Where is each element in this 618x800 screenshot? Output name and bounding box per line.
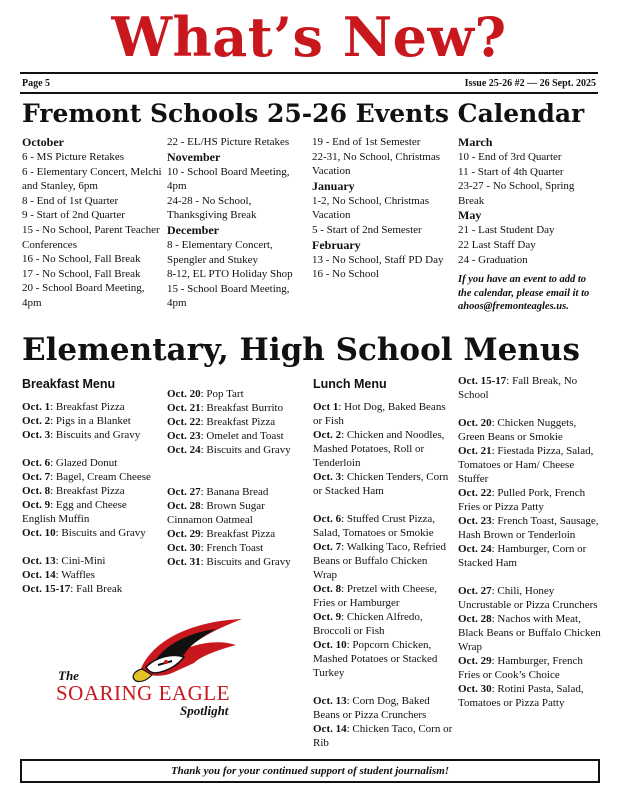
menu-date: Oct. 2 — [313, 429, 342, 441]
menu-meal: Pigs in a Blanket — [55, 415, 131, 427]
page-number: Page 5 — [22, 77, 51, 89]
menu-date: Oct. 24 — [458, 543, 492, 555]
menu-date: Oct. 29 — [167, 528, 201, 540]
menu-meal: Breakfast Pizza — [206, 528, 276, 540]
calendar-event: 10 - End of 3rd Quarter — [458, 151, 562, 163]
menu-meal: Nachos with Meat, Black Beans or Buffalo Chicken Wrap — [458, 613, 601, 653]
menu-item: Oct. 9: Egg and Cheese English Muffin — [22, 499, 127, 525]
calendar-event: 22 - EL/HS Picture Retakes — [167, 136, 290, 148]
logo-the: The — [58, 668, 79, 683]
logo-name: SOARING EAGLE — [56, 681, 230, 705]
menu-date: Oct. 2 — [22, 415, 51, 427]
menu-item: Oct. 2: Chicken and Noodles, Mashed Potatoes, Roll or Tenderloin — [313, 429, 445, 469]
menu-item: Oct. 23: French Toast, Sausage, Hash Brown or Tenderloin — [458, 515, 599, 541]
menu-date: Oct. 27 — [167, 486, 201, 498]
calendar-event: 16 - No School — [312, 268, 379, 281]
calendar-event: 6 - MS Picture Retakes — [22, 151, 125, 163]
menu-item: Oct. 27: Chili, Honey Uncrustable or Pizza Crunchers — [458, 585, 598, 611]
menu-meal: Biscuits and Gravy — [55, 429, 141, 441]
breakfast-menu-column-2 — [167, 387, 307, 569]
calendar-event: 24-28 - No School, Thanksgiving Break — [167, 194, 257, 222]
calendar-event: 21 - Last Student Day — [458, 224, 555, 237]
calendar-month-heading: October — [22, 135, 64, 149]
calendar-column-4 — [458, 135, 602, 314]
menu-item: Oct. 3: Biscuits and Gravy — [22, 429, 141, 441]
spacer — [22, 442, 162, 456]
menu-date: Oct. 23 — [458, 515, 492, 527]
calendar-month-heading: March — [458, 135, 493, 149]
menu-item: Oct. 15-17: Fall Break — [22, 583, 123, 595]
menu-date: Oct. 31 — [167, 556, 201, 568]
calendar-month-heading: November — [167, 149, 221, 164]
calendar-event: 8 - Elementary Concert, Spengler and Stukey — [167, 238, 273, 266]
issue-date: Issue 25-26 #2 — 26 Sept. 2025 — [464, 77, 596, 89]
spacer — [167, 457, 307, 471]
lunch-menu-column-2 — [458, 374, 602, 710]
menu-meal: Waffles — [61, 569, 95, 581]
spacer — [458, 402, 602, 416]
menu-meal: Chicken Tenders, Corn or Stacked Ham — [313, 471, 449, 497]
menu-date: Oct. 7 — [22, 471, 51, 483]
calendar-event: 22-31, No School, Christmas Vacation — [312, 150, 441, 178]
lunch-list-2 — [458, 374, 602, 710]
menu-meal: Walking Taco, Refried Beans or Buffalo Chicken Wrap — [313, 541, 446, 581]
menu-date: Oct. 14 — [313, 723, 347, 735]
menu-item: Oct. 13: Cini-Mini — [22, 555, 106, 567]
menu-meal: Corn Dog, Baked Beans or Pizza Crunchers — [313, 695, 430, 721]
lunch-list-1 — [313, 400, 453, 750]
menu-item: Oct. 8: Breakfast Pizza — [22, 485, 125, 497]
menu-item: Oct. 21: Fiestada Pizza, Salad, Tomatoes or Ham/ Cheese Stuffer — [458, 445, 594, 485]
menu-date: Oct. 21 — [458, 445, 492, 457]
logo-spotlight: Spotlight — [180, 703, 229, 718]
menu-date: Oct. 10 — [313, 639, 347, 651]
breakfast-list-2 — [167, 387, 307, 569]
soaring-eagle-logo — [22, 615, 282, 725]
menu-item: Oct. 15-17: Fall Break, No School — [458, 375, 578, 401]
calendar-event: 24 - Graduation — [458, 253, 528, 266]
footer-thank-you: Thank you for your continued support of student journalism! — [20, 759, 600, 783]
menu-date: Oct. 13 — [22, 555, 56, 567]
spacer — [167, 471, 307, 485]
menu-date: Oct. 13 — [313, 695, 347, 707]
menu-date: Oct. 21 — [167, 402, 201, 414]
menu-meal: Biscuits and Gravy — [206, 556, 291, 568]
calendar-event: 22 Last Staff Day — [458, 238, 536, 251]
menu-meal: Brown Sugar Cinnamon Oatmeal — [167, 500, 265, 526]
calendar-event: 13 - No School, Staff PD Day — [312, 253, 444, 266]
menu-item: Oct. 9: Chicken Alfredo, Broccoli or Fish — [313, 611, 423, 637]
calendar-event: 1-2, No School, Christmas Vacation — [312, 194, 430, 222]
menu-date: Oct 1 — [313, 401, 339, 413]
menu-item: Oct. 20: Chicken Nuggets, Green Beans or Smokie — [458, 417, 577, 443]
menu-date: Oct. 6 — [313, 513, 342, 525]
calendar-event: 23-27 - No School, Spring Break — [458, 180, 575, 207]
menu-date: Oct. 22 — [167, 416, 201, 428]
spacer — [22, 540, 162, 554]
menu-meal: Hot Dog, Baked Beans or Fish — [313, 401, 446, 427]
menu-meal: Chicken Alfredo, Broccoli or Fish — [313, 611, 423, 637]
menu-item: Oct. 3: Chicken Tenders, Corn or Stacked Ham — [313, 471, 449, 497]
spacer — [458, 570, 602, 584]
menu-meal: Chicken Taco, Corn or Rib — [313, 723, 453, 749]
menu-date: Oct. 24 — [167, 444, 201, 456]
menu-meal: French Toast, Sausage, Hash Brown or Tenderloin — [458, 515, 599, 541]
menu-meal: Bagel, Cream Cheese — [55, 471, 151, 483]
menu-date: Oct. 14 — [22, 569, 56, 581]
menu-meal: Pulled Pork, French Fries or Pizza Patty — [458, 487, 586, 513]
menu-meal: Hamburger, French Fries or Cook’s Choice — [458, 655, 583, 681]
calendar-event: 8-12, EL PTO Holiday Shop — [167, 268, 293, 281]
menu-item: Oct. 2: Pigs in a Blanket — [22, 415, 131, 427]
calendar-event: 5 - Start of 2nd Semester — [312, 223, 422, 236]
menu-item: Oct. 14: Chicken Taco, Corn or Rib — [313, 723, 453, 749]
calendar-month-heading: May — [458, 208, 482, 223]
calendar-column-3 — [312, 135, 452, 282]
menu-meal: Chili, Honey Uncrustable or Pizza Crunchers — [458, 585, 598, 611]
menu-item: Oct. 27: Banana Bread — [167, 486, 269, 498]
menu-meal: Stuffed Crust Pizza, Salad, Tomatoes or Smokie — [313, 513, 436, 539]
menu-item: Oct. 1: Breakfast Pizza — [22, 401, 125, 413]
menu-item: Oct. 30: French Toast — [167, 542, 264, 554]
menu-item: Oct. 23: Omelet and Toast — [167, 430, 284, 442]
calendar-event: 6 - Elementary Concert, Melchi and Stanley, 6pm — [22, 165, 162, 193]
menu-item: Oct. 29: Hamburger, French Fries or Cook’s Choice — [458, 655, 583, 681]
menu-meal: Banana Bread — [206, 486, 269, 498]
masthead-title: What’s New? — [111, 5, 507, 69]
menu-meal: Biscuits and Gravy — [206, 444, 291, 456]
calendar-column-2 — [167, 135, 307, 311]
menu-meal: Omelet and Toast — [206, 430, 284, 442]
menu-item: Oct. 28: Nachos with Meat, Black Beans or Buffalo Chicken Wrap — [458, 613, 601, 653]
menu-date: Oct. 15-17 — [22, 583, 71, 595]
spacer — [313, 680, 453, 694]
menu-meal: Glazed Donut — [55, 457, 118, 469]
calendar-column-4-list — [458, 135, 602, 267]
menu-item: Oct. 31: Biscuits and Gravy — [167, 556, 291, 568]
menu-meal: Pop Tart — [206, 388, 244, 400]
menu-item: Oct 1: Hot Dog, Baked Beans or Fish — [313, 401, 446, 427]
menu-meal: Hamburger, Corn or Stacked Ham — [458, 543, 587, 569]
menu-date: Oct. 7 — [313, 541, 342, 553]
menu-item: Oct. 22: Pulled Pork, French Fries or Pizza Patty — [458, 487, 586, 513]
calendar-event: 10 - School Board Meeting, 4pm — [167, 165, 290, 193]
calendar-heading: Fremont Schools 25-26 Events Calendar — [22, 99, 585, 128]
breakfast-menu-title: Breakfast Menu — [22, 377, 116, 391]
calendar-event: 8 - End of 1st Quarter — [22, 194, 119, 207]
menu-meal: Chicken Nuggets, Green Beans or Smokie — [458, 417, 577, 443]
calendar-event: 15 - School Board Meeting, 4pm — [167, 282, 290, 310]
menu-item: Oct. 28: Brown Sugar Cinnamon Oatmeal — [167, 500, 265, 526]
menu-date: Oct. 8 — [313, 583, 342, 595]
calendar-event: 16 - No School, Fall Break — [22, 253, 141, 266]
menu-date: Oct. 3 — [313, 471, 342, 483]
menu-item: Oct. 24: Biscuits and Gravy — [167, 444, 291, 456]
menu-meal: Breakfast Burrito — [206, 402, 284, 414]
menu-meal: Popcorn Chicken, Mashed Potatoes or Stacked Turkey — [313, 639, 438, 679]
calendar-event: 17 - No School, Fall Break — [22, 267, 141, 280]
menu-date: Oct. 22 — [458, 487, 492, 499]
menu-item: Oct. 20: Pop Tart — [167, 388, 244, 400]
menu-item: Oct. 6: Stuffed Crust Pizza, Salad, Tomatoes or Smokie — [313, 513, 436, 539]
menu-item: Oct. 14: Waffles — [22, 569, 95, 581]
menu-item: Oct. 10: Biscuits and Gravy — [22, 527, 146, 539]
menu-date: Oct. 23 — [167, 430, 201, 442]
calendar-event: 9 - Start of 2nd Quarter — [22, 209, 125, 222]
calendar-event: 11 - Start of 4th Quarter — [458, 165, 564, 178]
menu-date: Oct. 9 — [22, 499, 51, 511]
menu-item: Oct. 7: Walking Taco, Refried Beans or Buffalo Chicken Wrap — [313, 541, 446, 581]
calendar-event: 19 - End of 1st Semester — [312, 136, 421, 148]
menu-meal: Pretzel with Cheese, Fries or Hamburger — [313, 583, 438, 609]
lunch-menu-column-1 — [313, 376, 453, 750]
menu-date: Oct. 29 — [458, 655, 492, 667]
menu-date: Oct. 30 — [458, 683, 492, 695]
menu-meal: Breakfast Pizza — [55, 401, 125, 413]
menu-meal: Breakfast Pizza — [55, 485, 125, 497]
calendar-month-heading: December — [167, 222, 219, 237]
spacer — [313, 498, 453, 512]
breakfast-list-1 — [22, 400, 162, 596]
lunch-menu-title: Lunch Menu — [313, 377, 387, 391]
menu-date: Oct. 28 — [167, 500, 201, 512]
menu-meal: Egg and Cheese English Muffin — [22, 499, 127, 525]
calendar-month-heading: February — [312, 237, 361, 252]
calendar-event: 15 - No School, Parent Teacher Conferences — [22, 223, 160, 251]
menu-meal: Fiestada Pizza, Salad, Tomatoes or Ham/ Cheese Stuffer — [458, 445, 594, 485]
breakfast-menu-column-1 — [22, 376, 162, 596]
menu-meal: Chicken and Noodles, Mashed Potatoes, Roll or Tenderloin — [313, 429, 445, 469]
menu-meal: Rotini Pasta, Salad, Tomatoes or Pizza Patty — [458, 683, 584, 709]
menu-meal: French Toast — [206, 542, 264, 554]
issue-info-bar — [20, 72, 598, 94]
calendar-event: 20 - School Board Meeting, 4pm — [22, 282, 145, 309]
menu-date: Oct. 9 — [313, 611, 342, 623]
menu-date: Oct. 20 — [458, 417, 492, 429]
menu-item: Oct. 22: Breakfast Pizza — [167, 416, 276, 428]
calendar-month-heading: January — [312, 178, 355, 193]
menu-meal: Fall Break, No School — [458, 375, 578, 401]
menu-item: Oct. 29: Breakfast Pizza — [167, 528, 276, 540]
menu-date: Oct. 1 — [22, 401, 51, 413]
menu-item: Oct. 30: Rotini Pasta, Salad, Tomatoes or Pizza Patty — [458, 683, 584, 709]
menu-item: Oct. 13: Corn Dog, Baked Beans or Pizza Crunchers — [313, 695, 430, 721]
menu-item: Oct. 21: Breakfast Burrito — [167, 402, 284, 414]
calendar-column-1 — [22, 135, 162, 311]
menu-date: Oct. 6 — [22, 457, 51, 469]
menu-meal: Cini-Mini — [61, 555, 106, 567]
menu-item: Oct. 8: Pretzel with Cheese, Fries or Hamburger — [313, 583, 438, 609]
menu-meal: Fall Break — [76, 583, 123, 595]
menu-date: Oct. 3 — [22, 429, 51, 441]
menu-item: Oct. 24: Hamburger, Corn or Stacked Ham — [458, 543, 587, 569]
menu-date: Oct. 10 — [22, 527, 56, 539]
menu-date: Oct. 27 — [458, 585, 492, 597]
menu-meal: Breakfast Pizza — [206, 416, 276, 428]
menus-heading: Elementary, High School Menus — [22, 332, 580, 368]
menu-date: Oct. 8 — [22, 485, 51, 497]
menu-date: Oct. 15-17 — [458, 375, 507, 387]
menu-date: Oct. 28 — [458, 613, 492, 625]
menu-item: Oct. 7: Bagel, Cream Cheese — [22, 471, 151, 483]
menu-meal: Biscuits and Gravy — [61, 527, 146, 539]
menu-item: Oct. 10: Popcorn Chicken, Mashed Potatoes or Stacked Turkey — [313, 639, 438, 679]
menu-date: Oct. 20 — [167, 388, 201, 400]
menu-item: Oct. 6: Glazed Donut — [22, 457, 118, 469]
calendar-note: If you have an event to add to the calendar, please email it to ahoos@fremonteagles.us. — [458, 274, 590, 313]
menu-date: Oct. 30 — [167, 542, 201, 554]
